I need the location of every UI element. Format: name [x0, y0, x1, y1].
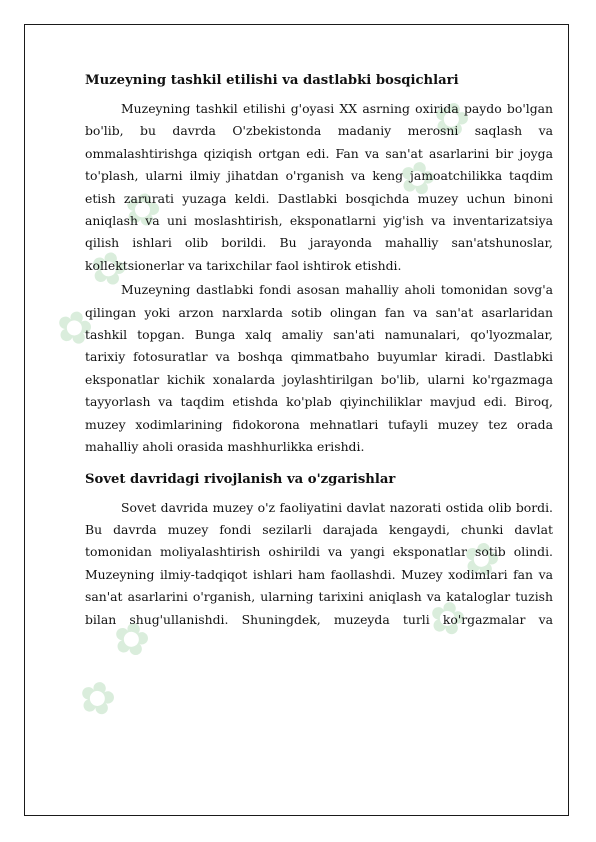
paragraph: Sovet davrida muzey o'z faoliyatini davlat nazorati ostida olib bordi. Bu davrda muzey fondi sezilarli darajada kengaydi, chunki davlat tomonidan moliyalashtirish oshirildi va yangi eksponatlar sotib olindi. Muzeyning ilmiy-tadqiqot ishlari ham faollashdi. Muzey xodimlari fan va san'at asarlarini o'rganish, ularning tarixini aniqlash va kataloglar tuzish bilan shug'ullanishdi. Shuningdek, muzeyda turli ko'rgazmalar va — [85, 499, 553, 627]
watermark: ✿ ✿ — [66, 603, 167, 728]
paragraph: Muzeyning tashkil etilishi g'oyasi XX asrning oxirida paydo bo'lgan bo'lib, bu davrda O'zbekistonda madaniy merosni saqlash va ommalashtirishga qiziqish ortgan edi. Fan va san'at asarlarini bir joyga to'plash, ularni ilmiy jihatdan o'rganish va keng jamoatchilikka taqdim etish zarurati yuzaga keldi. Dastlabki bosqichda muzey uchun binoni aniqlash va uni moslashtirish, eksponatlarni yig'ish va inventarizatsiya qilish ishlari olib borildi. Bu jarayonda mahalliy san'atshunoslar, kollektsionerlar va tarixchilar faol ishtirok etishdi. — [85, 101, 553, 273]
paragraph: Muzeyning dastlabki fondi asosan mahalliy aholi tomonidan sovg'a qilingan yoki arzon narxlarda sotib olingan fan va san'at asarlaridan tashkil topgan. Bunga xalq amaliy san'ati namunalari, qo'lyozmalar, tarixiy fotosuratlar va boshqa qimmatbaho buyumlar kiradi. Dastlabki eksponatlar kichik xonalarda joylashtirilgan bo'lib, ularni ko'rgazmaga tayyorlash va taqdim etishda ko'plab qiyinchiliklar mavjud edi. Biroq, muzey xodimlarining fidokorona mehnatlari tufayli muzey tez orada mahalliy aholi orasida mashhurlikka erishdi. — [85, 282, 553, 455]
watermark: ✿ ✿ — [416, 523, 517, 648]
document-body — [85, 70, 553, 633]
section-heading: Muzeyning tashkil etilishi va dastlabki bosqichlari — [85, 73, 459, 88]
watermark: ✿ ✿ ✿ — [43, 174, 179, 357]
section-heading: Sovet davridagi rivojlanish va o'zgarishlar — [85, 471, 396, 487]
watermark: ✿ ✿ — [386, 83, 487, 208]
